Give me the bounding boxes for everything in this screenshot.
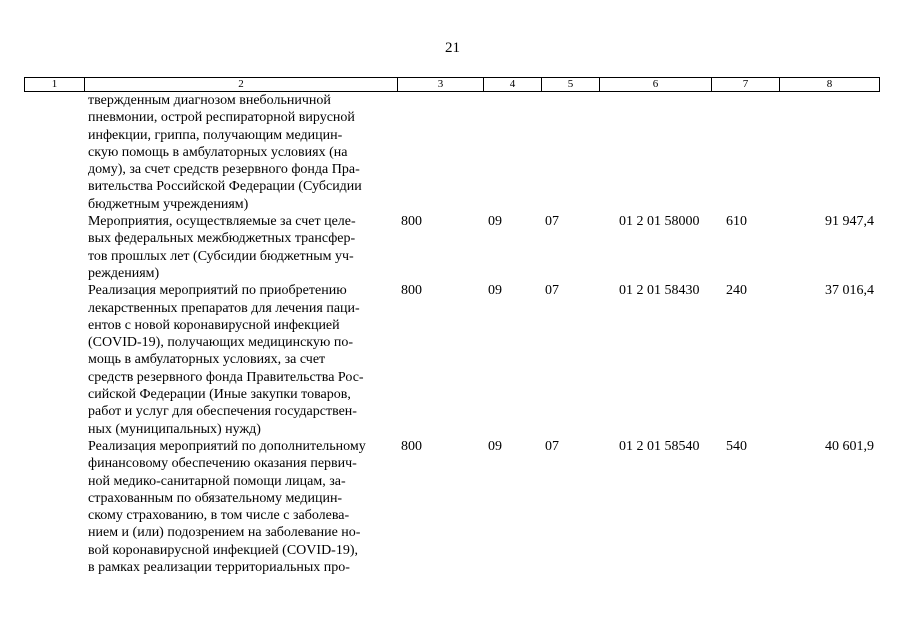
row-col-8: 91 947,4	[825, 214, 874, 230]
header-col-8: 8	[826, 78, 833, 90]
row-col-4: 09	[488, 214, 502, 230]
table-body	[24, 92, 880, 576]
row-col-5: 07	[545, 214, 559, 230]
row-col-6: 01 2 01 58000	[619, 214, 700, 230]
row-col-7: 610	[726, 214, 747, 230]
row-col-7: 240	[726, 283, 747, 299]
row-col-7: 540	[726, 438, 747, 454]
header-col-4: 4	[484, 78, 542, 91]
row-description: Реализация мероприятий по приобретению лекарственных препаратов для лечения паци- ентов с новой коронавирусной инфекцией (COVID-19), получающих медицинскую по- мощь в амбулаторных условиях, за счет средств резервного фонда Правительства Рос- сийской Федерации (Иные закупки товаров, работ и услуг для обеспечения государствен- ных (муниципальных) нужд)	[88, 283, 364, 437]
row-description: твержденным диагнозом внебольничной пневмонии, острой респираторной вирусной инфекции, гриппа, получающим медицин- скую помощь в амбулаторных условиях (на дому), за счет средств резервного фонда Пра- вительства Российской Федерации (Субсидии бюджетным учреждениям)	[88, 93, 362, 212]
row-col-4: 09	[488, 438, 502, 454]
row-col-3: 800	[401, 283, 422, 299]
header-col-1: 1	[25, 78, 85, 91]
header-col-3: 3	[398, 78, 484, 91]
table-row	[24, 282, 880, 438]
row-col-8: 40 601,9	[825, 438, 874, 454]
row-col-6: 01 2 01 58540	[619, 438, 700, 454]
table-row	[24, 438, 880, 576]
row-col-3: 800	[401, 438, 422, 454]
row-col-6: 01 2 01 58430	[619, 283, 700, 299]
table-header	[24, 77, 880, 92]
header-col-2: 2	[85, 78, 398, 91]
row-col-4: 09	[488, 283, 502, 299]
table-row	[24, 92, 880, 213]
row-description: Реализация мероприятий по дополнительному финансовому обеспечению оказания первич- ной медико-санитарной помощи лицам, за- страхованным по обязательному медицин- скому страхованию, в том числе с заболева- нием и (или) подозрением на заболевание но- вой коронавирусной инфекцией (COVID-19), в рамках реализации территориальных про-	[88, 438, 366, 576]
table-row	[24, 213, 880, 282]
row-col-5: 07	[545, 438, 559, 454]
row-description: Мероприятия, осуществляемые за счет целе- вых федеральных межбюджетных трансфер- тов прошлых лет (Субсидии бюджетным уч- реждениям)	[88, 214, 356, 281]
header-col-6: 6	[600, 78, 712, 91]
row-col-5: 07	[545, 283, 559, 299]
page-number: 21	[445, 40, 460, 56]
row-col-8: 37 016,4	[825, 283, 874, 299]
header-col-5: 5	[542, 78, 600, 91]
row-col-3: 800	[401, 214, 422, 230]
header-col-7: 7	[712, 78, 780, 91]
